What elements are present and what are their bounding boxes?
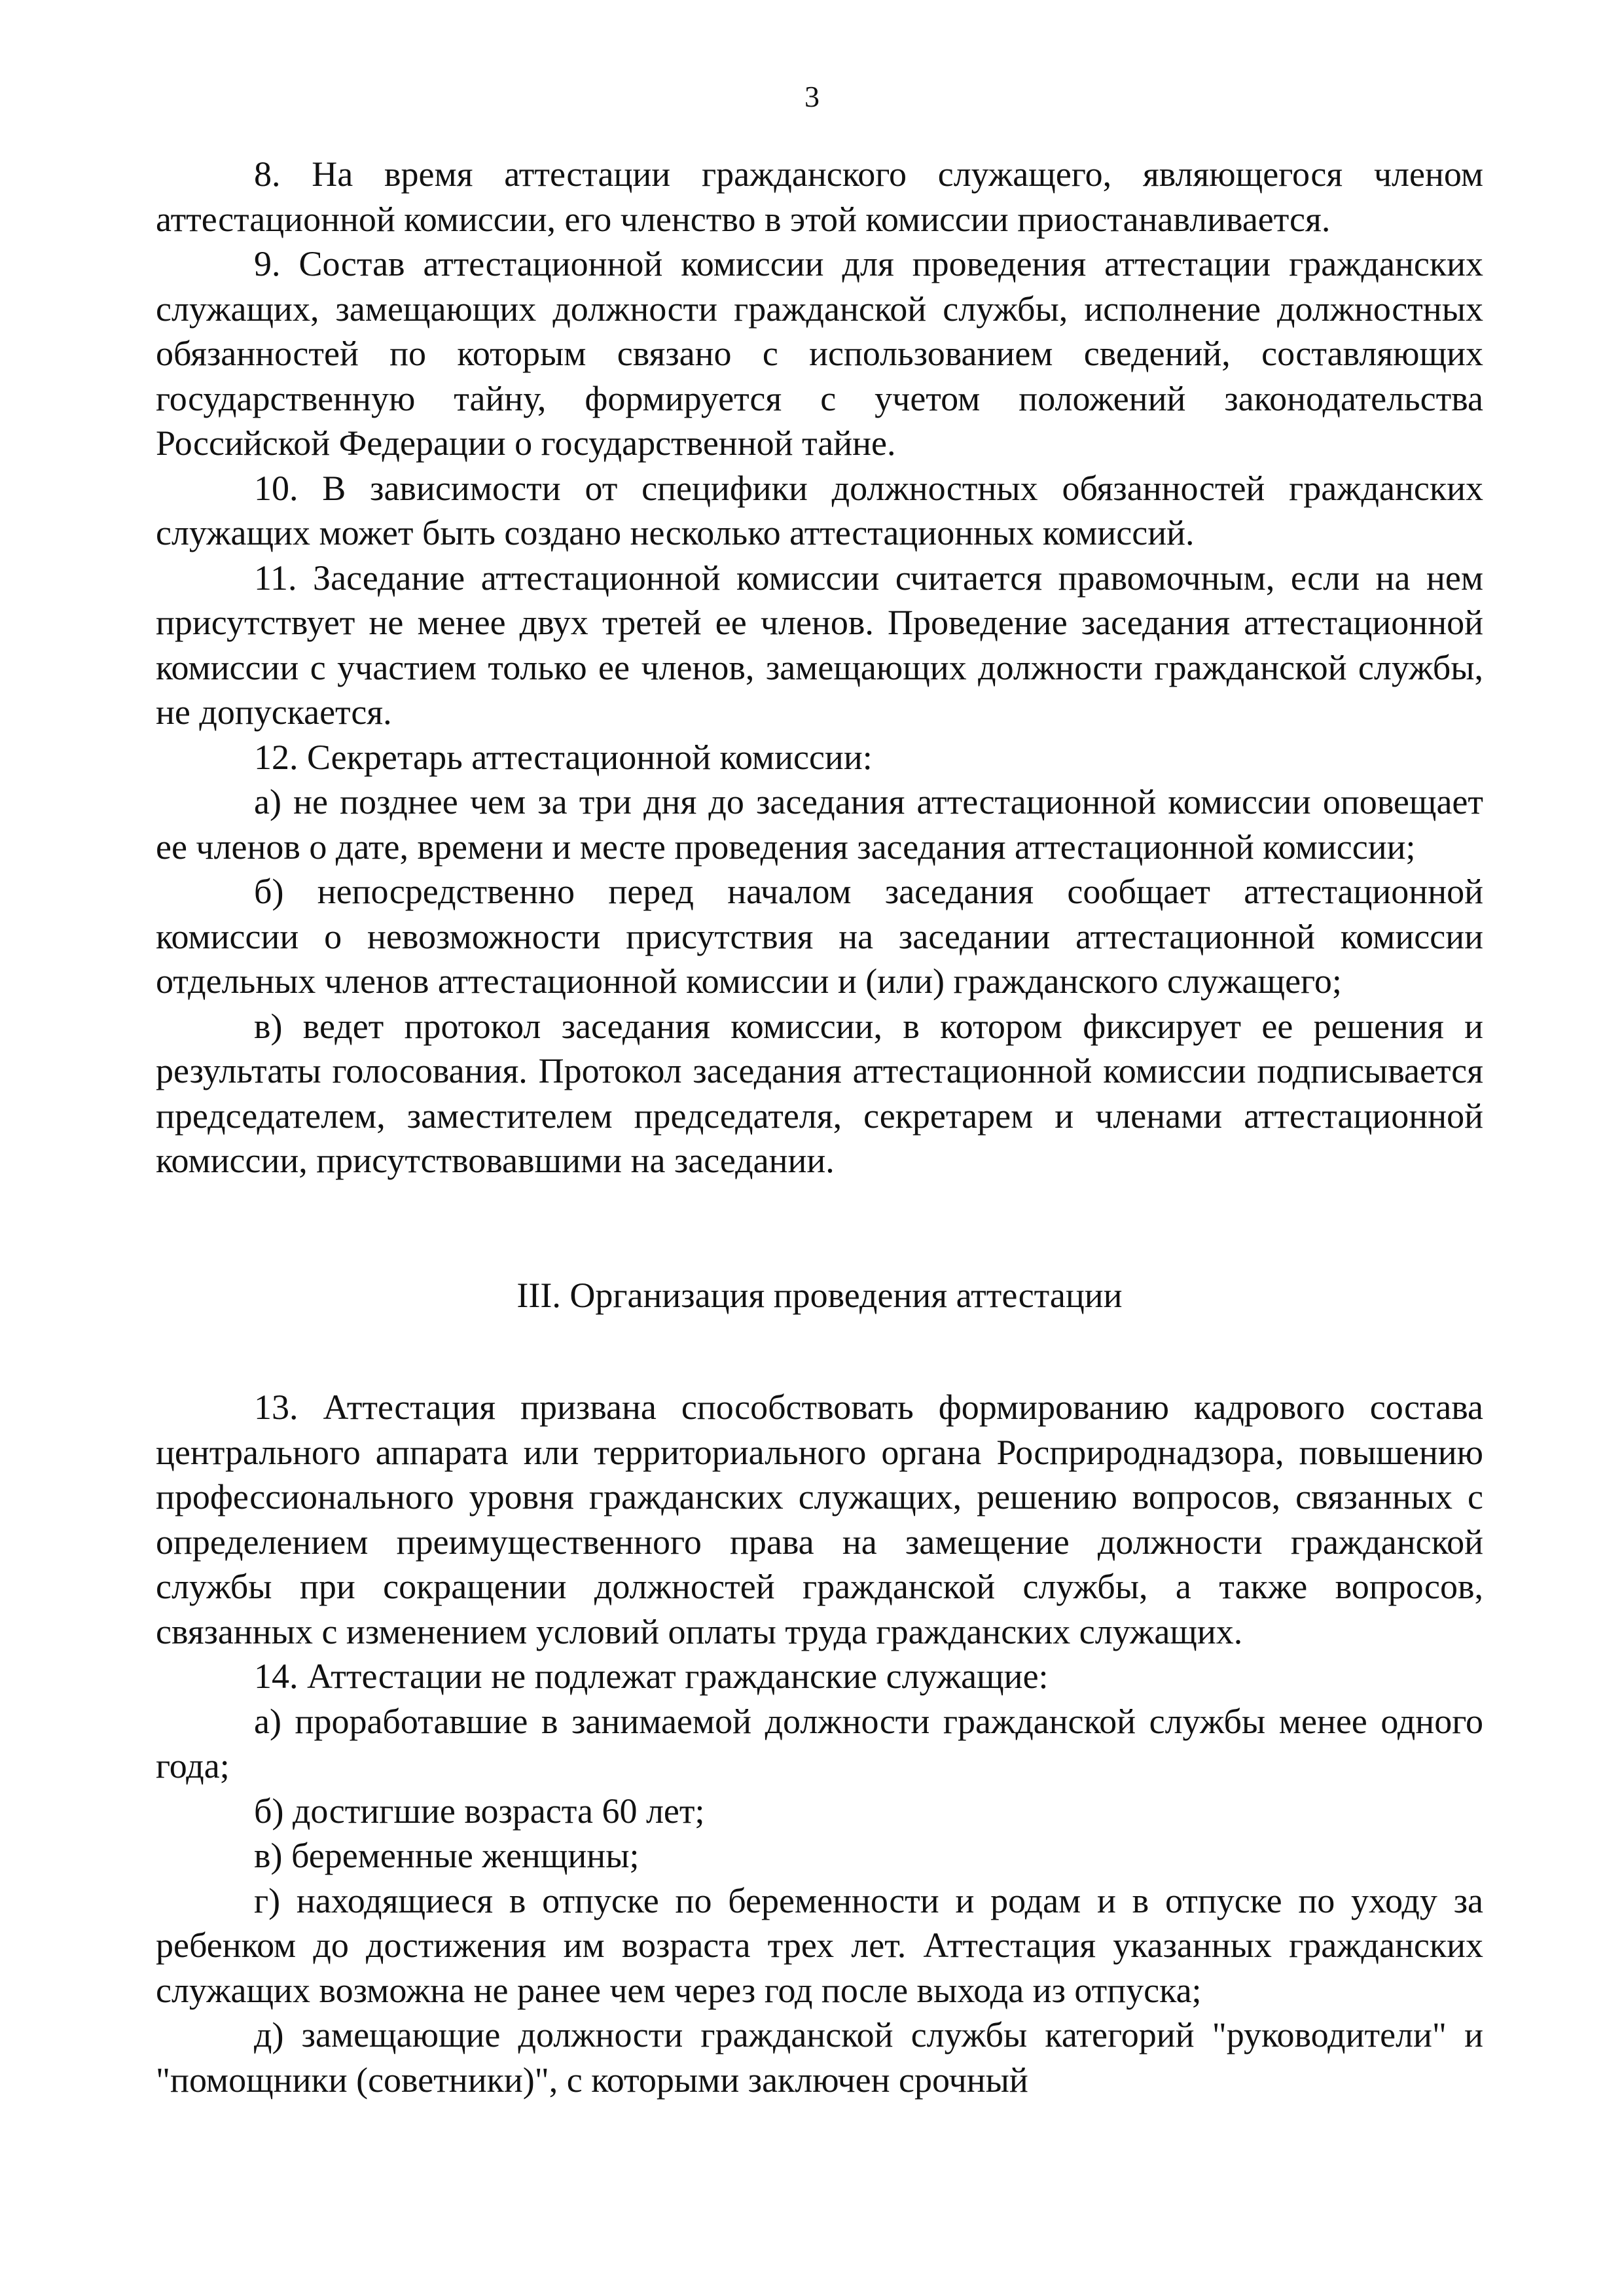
page-number: 3 [804, 80, 820, 113]
paragraph-14-g: г) находящиеся в отпуске по беременности и родам и в отпуске по уходу за ребенком до достижения им возраста трех лет. Аттестация указанных гражданских служащих возможна не ранее чем через год после выхода из отпуска; [156, 1880, 1483, 2010]
paragraph-11: 11. Заседание аттестационной комиссии считается правомочным, если на нем присутствует не менее двух третей ее членов. Проведение заседания аттестационной комиссии с участием только ее членов, замещающих должности гражданской службы, не допускается. [156, 558, 1483, 732]
paragraph-9: 9. Состав аттестационной комиссии для проведения аттестации гражданских служащих, замещающих должности гражданской службы, исполнение должностных обязанностей по которым связано с использованием сведений, составляющих государственную тайну, формируется с учетом положений законодательства Российской Федерации о государственной тайне. [156, 244, 1483, 463]
paragraph-12-b: б) непосредственно перед началом заседания сообщает аттестационной комиссии о невозможности присутствия на заседании аттестационной комиссии отдельных членов аттестационной комиссии и (или) гражданского служащего; [156, 872, 1483, 1001]
document-body [156, 152, 1483, 2102]
paragraph-8: 8. На время аттестации гражданского служащего, являющегося членом аттестационной комиссии, его членство в этой комиссии приостанавливается. [156, 154, 1483, 239]
paragraph-14-v: в) беременные женщины; [254, 1836, 640, 1875]
paragraph-14-a: а) проработавшие в занимаемой должности гражданской службы менее одного года; [156, 1701, 1483, 1785]
paragraph-12-a: а) не позднее чем за три дня до заседания аттестационной комиссии оповещает ее членов о дате, времени и месте проведения заседания аттестационной комиссии; [156, 782, 1483, 867]
paragraph-12: 12. Секретарь аттестационной комиссии: [254, 737, 873, 777]
paragraph-10: 10. В зависимости от специфики должностных обязанностей гражданских служащих может быть создано несколько аттестационных комиссий. [156, 468, 1483, 552]
paragraph-14-b: б) достигшие возраста 60 лет; [254, 1791, 705, 1831]
paragraph-14-d: д) замещающие должности гражданской службы категорий "руководители" и "помощники (советники)", с которыми заключен срочный [156, 2015, 1483, 2100]
paragraph-14: 14. Аттестации не подлежат гражданские служащие: [254, 1657, 1049, 1696]
paragraph-12-v: в) ведет протокол заседания комиссии, в котором фиксирует ее решения и результаты голосования. Протокол заседания аттестационной комиссии подписывается председателем, заместителем председателя, секретарем и членами аттестационной комиссии, присутствовавшими на заседании. [156, 1006, 1483, 1180]
paragraph-13: 13. Аттестация призвана способствовать формированию кадрового состава центрального аппарата или территориального органа Росприроднадзора, повышению профессионального уровня гражданских служащих, решению вопросов, связанных с определением преимущественного права на замещение должности гражданской службы при сокращении должностей гражданской службы, а также вопросов, связанных с изменением условий оплаты труда гражданских служащих. [156, 1388, 1483, 1651]
section-heading: III. Организация проведения аттестации [516, 1275, 1123, 1315]
